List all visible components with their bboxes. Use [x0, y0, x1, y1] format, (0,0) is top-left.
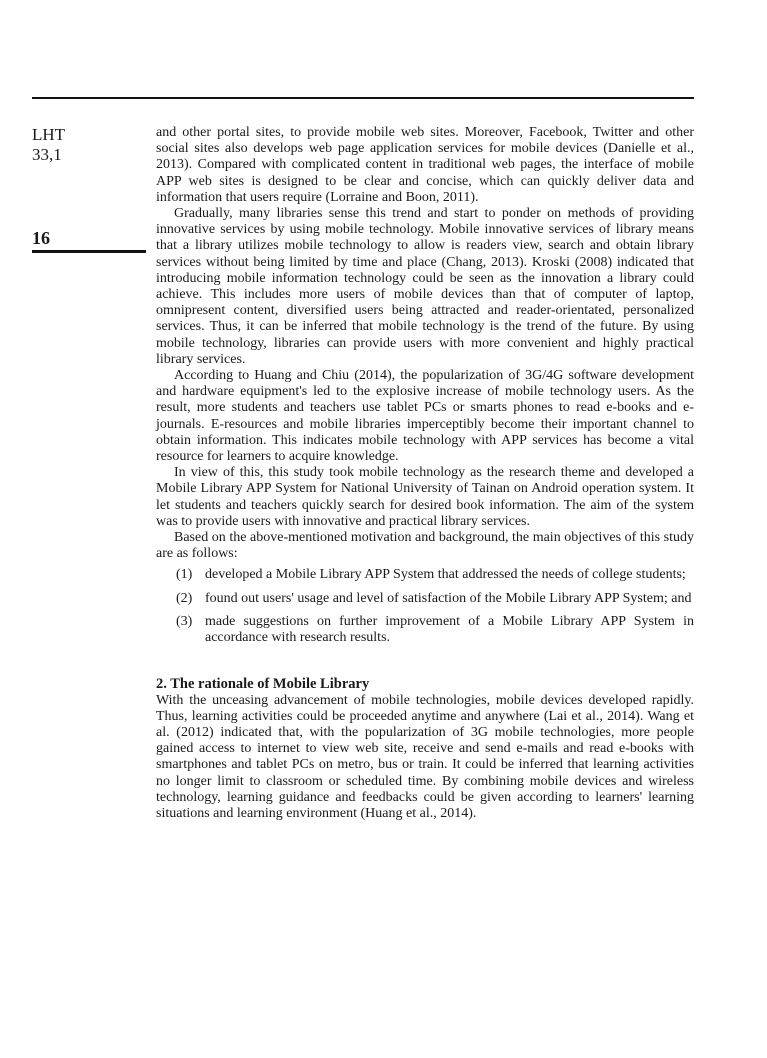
list-item-text: found out users' usage and level of satisfaction of the Mobile Library APP System; and	[205, 590, 692, 606]
journal-info	[32, 125, 65, 165]
section-heading: 2. The rationale of Mobile Library	[156, 676, 370, 693]
paragraph: Based on the above-mentioned motivation and background, the main objectives of this study are as follows:	[156, 530, 694, 562]
page-number-rule	[32, 250, 146, 253]
list-item-number: (1)	[176, 567, 193, 583]
list-item-number: (2)	[176, 590, 193, 606]
list-item	[156, 614, 694, 646]
header-rule	[32, 97, 694, 99]
list-item	[156, 567, 694, 583]
objectives-list	[156, 567, 694, 646]
paragraph: In view of this, this study took mobile technology as the research theme and developed a Mobile Library APP System for National University of Tainan on Android operation system. It let students and teachers quickly search for desired book information. The aim of the system was to provide users with innovative and practical library services.	[156, 465, 694, 529]
list-item-text: developed a Mobile Library APP System that addressed the needs of college students;	[205, 567, 686, 583]
list-item-text: made suggestions on further improvement of a Mobile Library APP System in accordance with research results.	[205, 613, 694, 646]
paragraph: According to Huang and Chiu (2014), the popularization of 3G/4G software development and hardware equipment's led to the explosive increase of mobile technology users. As the result, more students and teachers use tablet PCs or smarts phones to read e-books and e-journals. E-resources and mobile libraries imperceptibly become their important channel to obtain information. This indicates mobile technology with APP services has become a vital resource for learners to acquire knowledge.	[156, 368, 694, 465]
paragraph: With the unceasing advancement of mobile technologies, mobile devices developed rapidly. Thus, learning activities could be proceeded anytime and anywhere (Lai et al., 2014). Wang et al. (2012) indicated that, with the popularization of 3G mobile technologies, more people gained access to internet to view web site, receive and send e-mails and read e-books with smartphones and tablet PCs on metro, bus or train. It could be inferred that learning activities no longer limit to classroom or scheduled time. By combining mobile devices and wireless technology, learning guidance and feedbacks could be given according to learners' learning situations and learning environment (Huang et al., 2014).	[156, 692, 694, 821]
paragraph: Gradually, many libraries sense this trend and start to ponder on methods of providing innovative services by using mobile technology. Mobile innovative services of library means that a library utilizes mobile technology to allow is readers view, search and obtain library services without being limited by time and place (Chang, 2013). Kroski (2008) indicated that introducing mobile information technology could be seen as the innovation a library could achieve. This includes more users of mobile devices than that of computer of laptop, omnipresent content, diversified users being attracted and reader-orientated, personalized services. Thus, it can be inferred that mobile technology is the trend of the future. By using mobile technology, libraries can provide users with more convenient and highly practical library services.	[156, 206, 694, 367]
body-text	[156, 125, 694, 822]
page-number: 16	[32, 228, 50, 248]
journal-volume: 33,1	[32, 145, 62, 164]
list-item-number: (3)	[176, 613, 193, 629]
list-item	[156, 591, 694, 607]
paragraph: and other portal sites, to provide mobile web sites. Moreover, Facebook, Twitter and other social sites also develops web page application services for mobile devices (Danielle et al., 2013). Compared with complicated content in traditional web pages, the interface of mobile APP web sites is designed to be clear and concise, which can quickly deliver data and information that users require (Lorraine and Boon, 2011).	[156, 125, 694, 205]
journal-name: LHT	[32, 125, 66, 144]
